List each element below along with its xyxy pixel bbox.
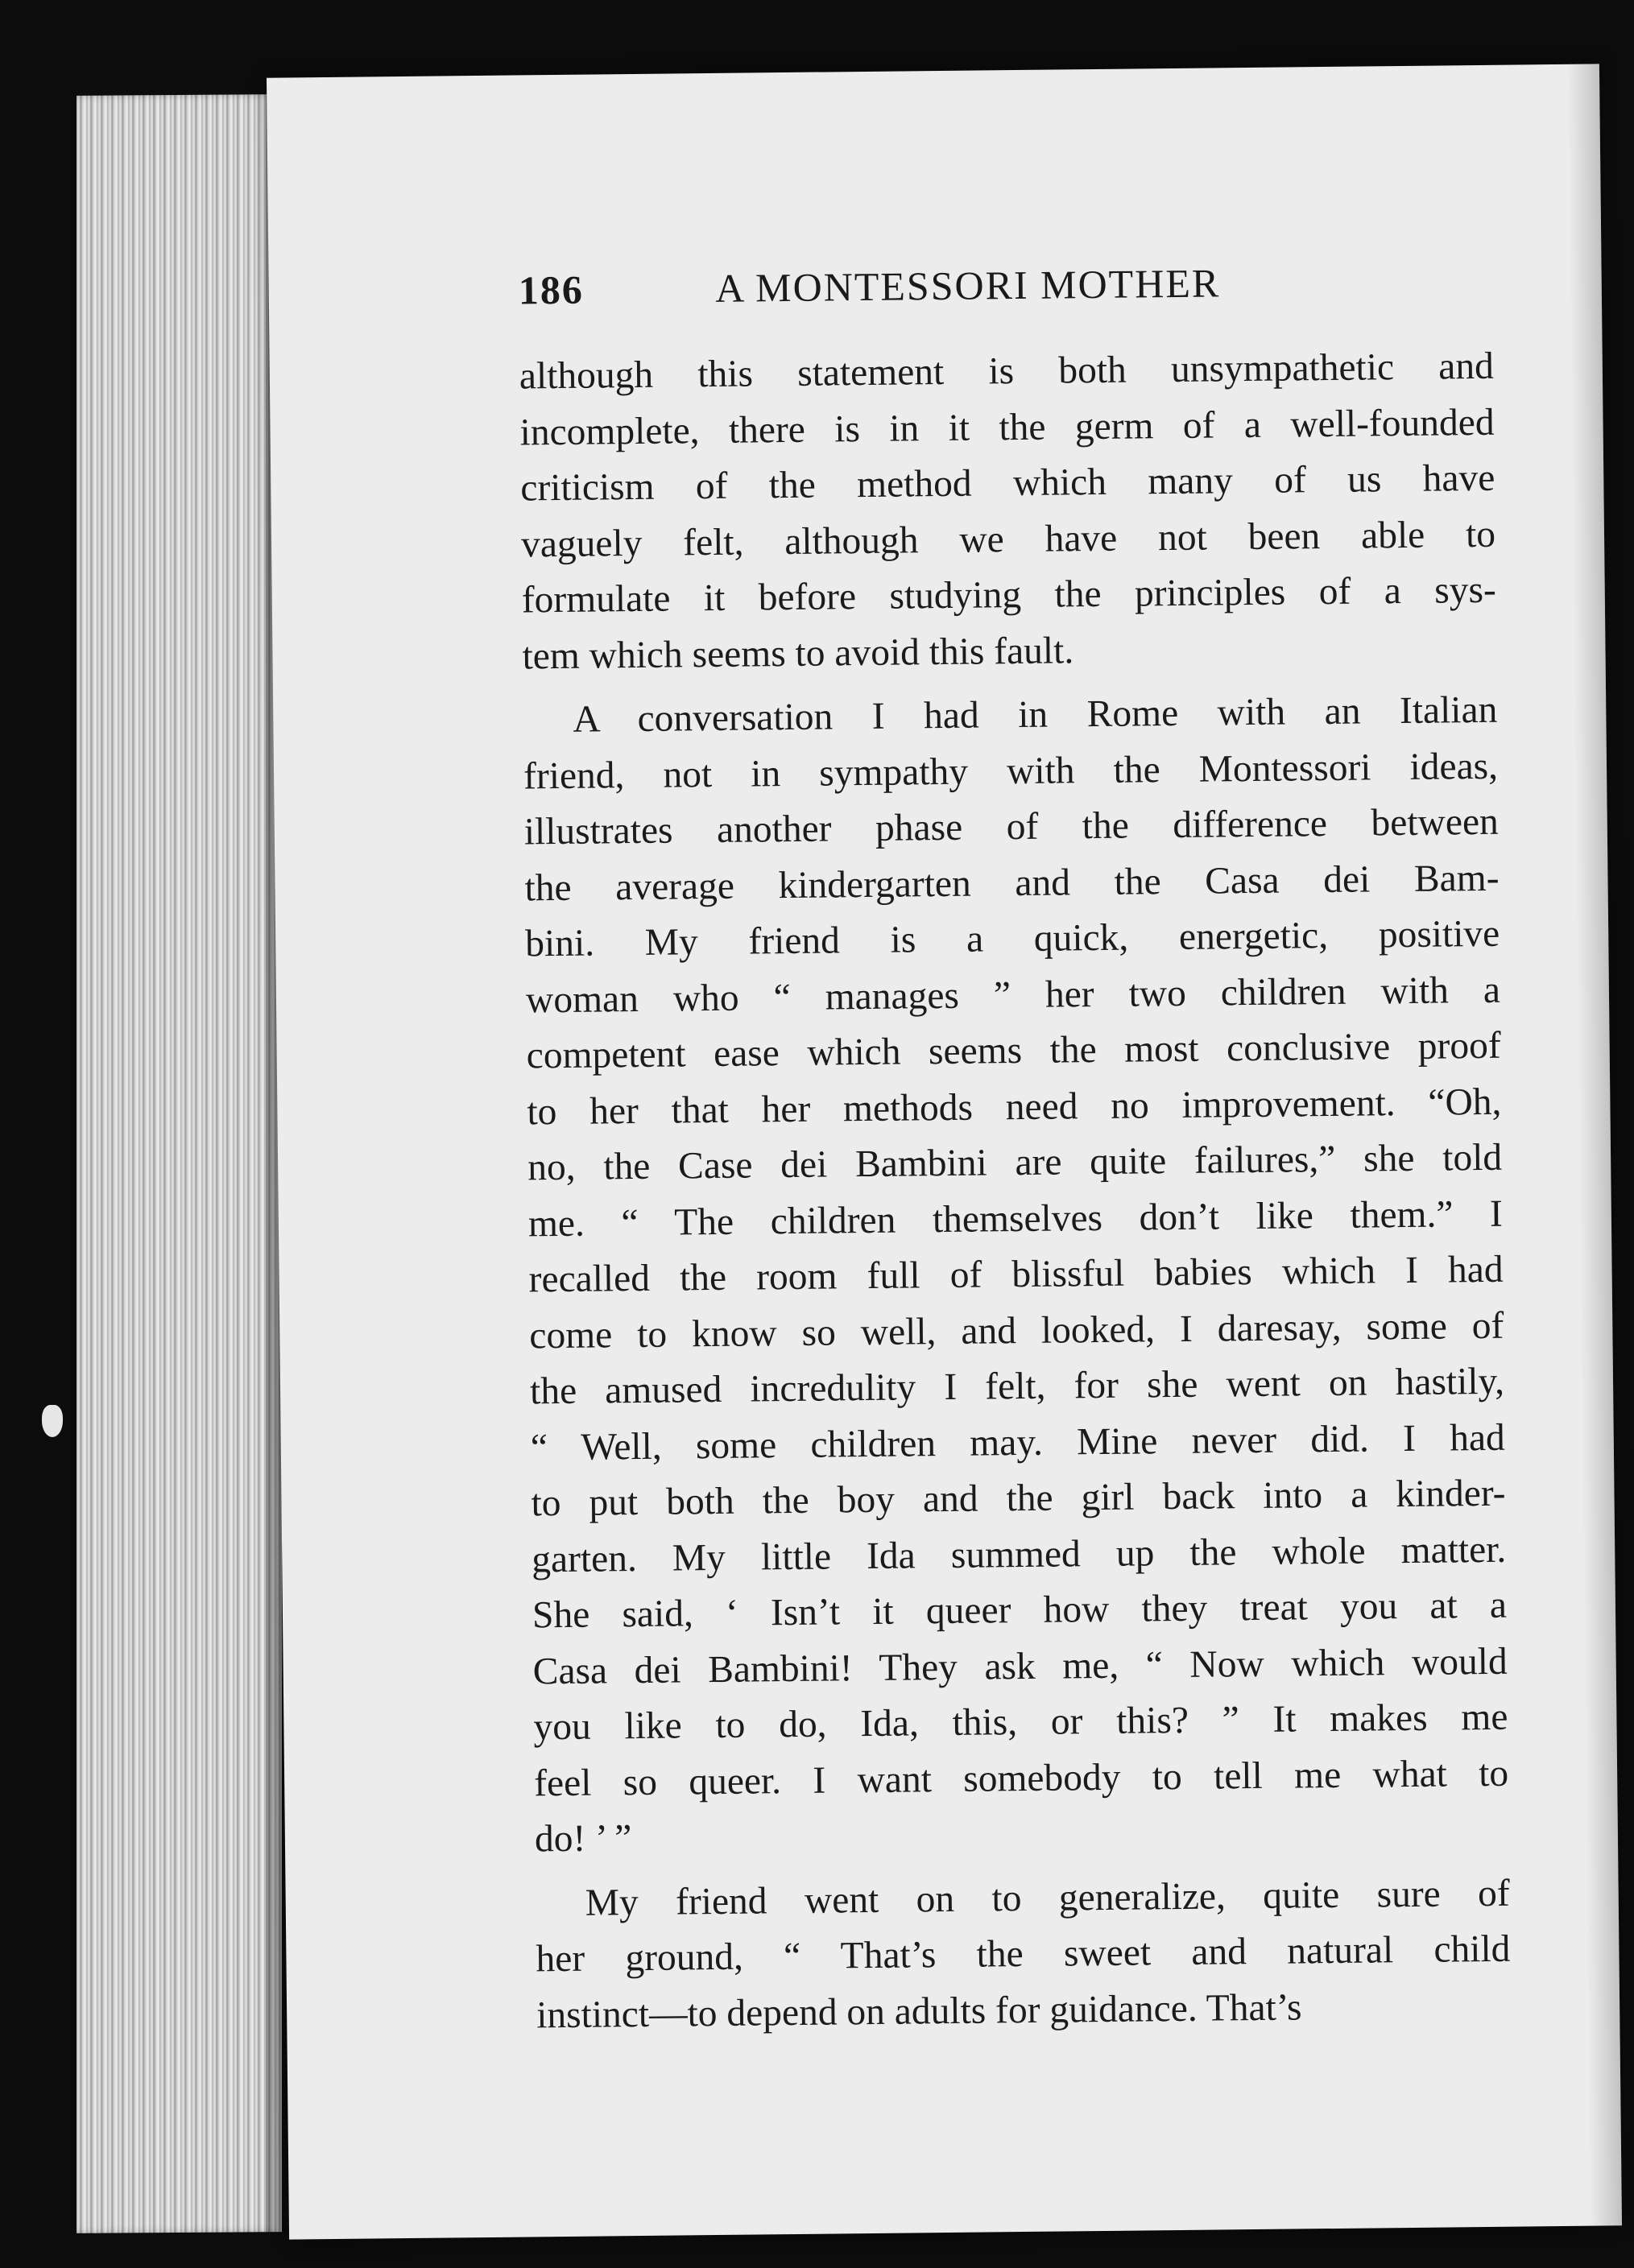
text-line: do! ’ ” (534, 1817, 632, 1861)
text-line: the amused incredulity I felt, for she went on hastily, (529, 1360, 1505, 1413)
text-line: My friend went on to generalize, quite sure of (585, 1872, 1510, 1924)
text-line: the average kindergarten and the Casa dei Bam- (524, 857, 1500, 909)
text-line: criticism of the method which many of us have (520, 456, 1495, 510)
page-header (518, 258, 1324, 313)
text-line: incomplete, there is in it the germ of a well-founded (519, 401, 1495, 453)
text-line: bini. My friend is a quick, energetic, positive (524, 912, 1500, 965)
text-line: “ Well, some children may. Mine never did. I had (530, 1416, 1506, 1469)
book-page (267, 64, 1622, 2239)
margin-speck (42, 1405, 63, 1437)
text-line: Casa dei Bambini! They ask me, “ Now which would (532, 1640, 1508, 1692)
text-line: formulate it before studying the principles of a sys- (521, 568, 1497, 622)
text-line: although this statement is both unsympathetic and (519, 345, 1495, 398)
paragraph (535, 1865, 1511, 2043)
text-line: feel so queer. I want somebody to tell me what to (533, 1752, 1509, 1804)
text-line: to her that her methods need no improvement. “Oh, (527, 1080, 1502, 1133)
paragraph (519, 339, 1497, 685)
text-line: come to know so well, and looked, I daresay, some of (529, 1304, 1504, 1357)
text-line: illustrates another phase of the difference between (523, 800, 1500, 853)
text-line: instinct—to depend on adults for guidance. That’s (536, 1985, 1302, 2036)
text-line: to put both the boy and the girl back into a kinder- (531, 1472, 1506, 1525)
text-line: tem which seems to avoid this fault. (522, 629, 1074, 677)
page-edges (77, 94, 282, 2233)
text-line: her ground, “ That’s the sweet and natural child (536, 1927, 1511, 1981)
text-line: A conversation I had in Rome with an Italian (573, 688, 1498, 741)
text-line: competent ease which seems the most conclusive proof (526, 1024, 1501, 1077)
text-line: recalled the room full of blissful babies which I had (528, 1248, 1504, 1301)
text-line: you like to do, Ida, this, or this? ” It makes me (533, 1696, 1508, 1749)
text-line: garten. My little Ida summed up the whole matter. (532, 1528, 1507, 1580)
text-line: vaguely felt, although we have not been able to (520, 513, 1496, 565)
text-line: friend, not in sympathy with the Montessori ideas, (523, 745, 1499, 797)
paragraph (523, 683, 1509, 1868)
body-text (519, 339, 1512, 2044)
text-line: woman who “ manages ” her two children with a (525, 969, 1501, 1021)
text-line: me. “ The children themselves don’t like them.” I (527, 1192, 1504, 1245)
page-number: 186 (518, 266, 585, 313)
text-line: no, the Case dei Bambini are quite failures,” she told (527, 1136, 1503, 1189)
running-title: A MONTESSORI MOTHER (714, 260, 1221, 311)
text-line: She said, ‘ Isn’t it queer how they treat you at a (532, 1584, 1508, 1637)
